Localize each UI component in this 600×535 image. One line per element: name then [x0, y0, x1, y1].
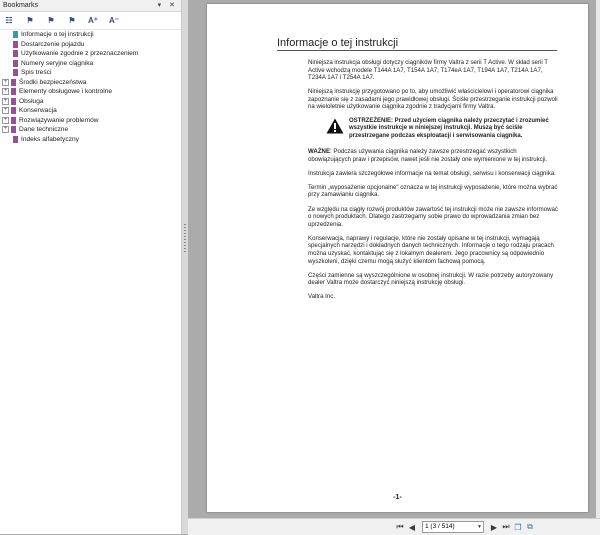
next-page-button[interactable]: ▶	[490, 522, 498, 532]
warning-icon	[326, 118, 344, 134]
paragraph: Konserwacja, naprawy i regulacje, które nie zostały opisane w tej instrukcji, wymagają specjalnych narzędzi i dokładnych danych technicznych. Informacje o tego rodzaju pracach można uzyskać, kontaktując się z lokalnym dealerem. Jego pracownicy są odpowiednio wyszkoleni, dzięki czemu mogą służyć klientom fachową pomocą.	[308, 234, 554, 265]
tree-spacer	[0, 49, 13, 58]
first-page-button[interactable]: ⏮	[396, 522, 404, 531]
bookmark-icon	[11, 88, 16, 95]
bookmark-label: Użytkowanie zgodnie z przeznaczeniem	[21, 50, 139, 58]
bookmark-icon	[13, 41, 18, 48]
expand-icon[interactable]: +	[3, 97, 8, 104]
bookmark-icon[interactable]: ⚑	[26, 16, 34, 25]
bookmark-icon	[11, 117, 16, 124]
bookmark-item[interactable]	[0, 59, 181, 69]
document-page	[207, 4, 588, 512]
important-text: : Podczas używania ciągnika należy zawsze przestrzegać wszystkich obowiązujących praw i przepisów, nawet jeśli nie zostały one wymienione w tej instrukcji.	[308, 148, 548, 163]
paragraph: Termin „wyposażenie opcjonalne" oznacza w tej instrukcji wyposażenie, które można wybrać przy zamawianiu ciągnika.	[308, 183, 558, 199]
bookmark-icon	[13, 60, 18, 67]
bookmarks-toolbar	[0, 12, 181, 30]
bookmark-label: Obsługa	[19, 97, 44, 105]
bookmark-remove-icon[interactable]: ⚑	[68, 16, 76, 25]
chevron-down-icon[interactable]: ▼	[477, 524, 482, 530]
expand-all-icon[interactable]: ☷	[5, 16, 13, 25]
bookmark-item[interactable]	[0, 40, 181, 50]
bookmark-item[interactable]	[0, 125, 181, 135]
important-label: WAŻNE	[308, 148, 331, 156]
tree-spacer	[0, 30, 13, 39]
expand-icon[interactable]: +	[3, 107, 8, 114]
bookmark-item[interactable]	[0, 78, 181, 88]
bookmarks-panel	[0, 0, 182, 534]
paragraph: Ze względu na ciągły rozwój produktów zawartość tej instrukcji może nie zawsze informować o nowych produktach. Dlatego zastrzegamy sobie prawo do wprowadzania zmian bez uprzedzenia.	[308, 205, 558, 228]
expand-icon[interactable]: +	[3, 116, 8, 123]
tree-spacer	[0, 40, 13, 49]
bookmark-item[interactable]	[0, 87, 181, 97]
bookmark-add-icon[interactable]: ⚑	[47, 16, 55, 25]
tree-spacer	[0, 68, 13, 77]
page-content	[308, 59, 560, 307]
paragraph: Instrukcja zawiera szczegółowe informacje na temat obsługi, serwisu i konserwacji ciągnika.	[308, 169, 556, 177]
vertical-scrollbar[interactable]	[596, 0, 600, 518]
bookmark-item[interactable]	[0, 116, 181, 126]
panel-controls[interactable]: ▾ ✕	[157, 2, 178, 9]
bookmark-item[interactable]	[0, 30, 181, 40]
bookmark-item[interactable]	[0, 97, 181, 107]
bookmark-item[interactable]	[0, 68, 181, 78]
bookmark-tree	[0, 30, 181, 144]
last-page-button[interactable]: ⏭	[502, 522, 510, 531]
bookmark-icon	[11, 98, 16, 105]
bookmark-label: Dostarczenie pojazdu	[21, 40, 85, 48]
bookmark-icon	[13, 69, 18, 76]
paragraph: Niniejsza instrukcja obsługi dotyczy ciągników firmy Valtra z serii T Active. W skład serii T Active wchodzą modele T144A 1A7, T154A 1A7, T174eA 1A7, T194A 1A7, T214A 1A7, T234A 1A7 i T254A 1A7.	[308, 59, 548, 82]
bookmark-label: Numery seryjne ciągnika	[21, 59, 94, 67]
bookmarks-panel-header	[0, 0, 181, 12]
two-page-view-icon[interactable]: ⧉	[527, 522, 533, 531]
expand-icon[interactable]: +	[3, 126, 8, 133]
bookmark-icon	[13, 31, 18, 38]
page-number-field[interactable]	[422, 521, 484, 533]
warning-box	[308, 118, 560, 141]
bookmark-label: Spis treści	[21, 69, 52, 77]
bookmark-label: Konserwacja	[19, 107, 57, 115]
warning-text: OSTRZEŻENIE: Przed użyciem ciągnika należy przeczytać i zrozumieć wszystkie instrukcje w niniejszej instrukcji. Muszą być ściśle przestrzegane podczas eksploatacji i serwisowania ciągnika.	[349, 117, 549, 139]
paragraph: Niniejszą instrukcję przygotowano po to, aby umożliwić właścicielowi i operatorowi ciągnika zapoznanie się z zasadami jego prawidłowej obsługi. Ściśle przestrzeganie instrukcji pozwoli na wieloletnie użytkowanie ciągnika zgodnie z tradycjami firmy Valtra.	[308, 88, 558, 111]
bookmark-item[interactable]	[0, 49, 181, 59]
bookmarks-title: Bookmarks	[3, 2, 39, 9]
bookmark-item[interactable]	[0, 106, 181, 116]
bookmark-icon	[11, 79, 16, 86]
bookmark-icon	[13, 50, 18, 57]
bookmark-label: Środki bezpieczeństwa	[19, 78, 87, 86]
text-smaller-icon[interactable]: A⁻	[109, 16, 119, 25]
single-page-view-icon[interactable]: ❐	[514, 522, 522, 532]
signature: Valtra Inc.	[308, 293, 335, 301]
bookmark-icon	[13, 136, 18, 143]
tree-spacer	[0, 59, 13, 68]
expand-icon[interactable]: +	[3, 78, 8, 85]
bookmark-label: Dane techniczne	[19, 126, 69, 134]
bookmark-label: Elementy obsługowe i kontrolne	[19, 88, 113, 96]
bookmark-icon	[11, 126, 16, 133]
expand-icon[interactable]: +	[3, 88, 8, 95]
text-larger-icon[interactable]: A⁺	[88, 16, 98, 25]
tree-spacer	[0, 135, 13, 144]
bookmark-label: Rozwiązywanie problemów	[19, 116, 99, 124]
bookmark-label: Informacje o tej instrukcji	[21, 31, 94, 39]
page-navigation-bar	[188, 518, 600, 535]
paragraph: Części zamienne są wyszczególnione w osobnej instrukcji. W razie potrzeby autoryzowany dealer Valtra może dostarczyć niniejszą instrukcję obsługi.	[308, 271, 554, 287]
bookmark-icon	[11, 107, 16, 114]
page-number: -1-	[393, 494, 402, 501]
bookmark-label: Indeks alfabetyczny	[21, 135, 79, 143]
prev-page-button[interactable]: ◀	[408, 522, 416, 532]
important-note	[308, 148, 560, 163]
page-title: Informacje o tej instrukcji	[277, 37, 557, 51]
bookmark-item[interactable]	[0, 135, 181, 145]
page-number-value: 1 (3 / 514)	[425, 523, 455, 530]
